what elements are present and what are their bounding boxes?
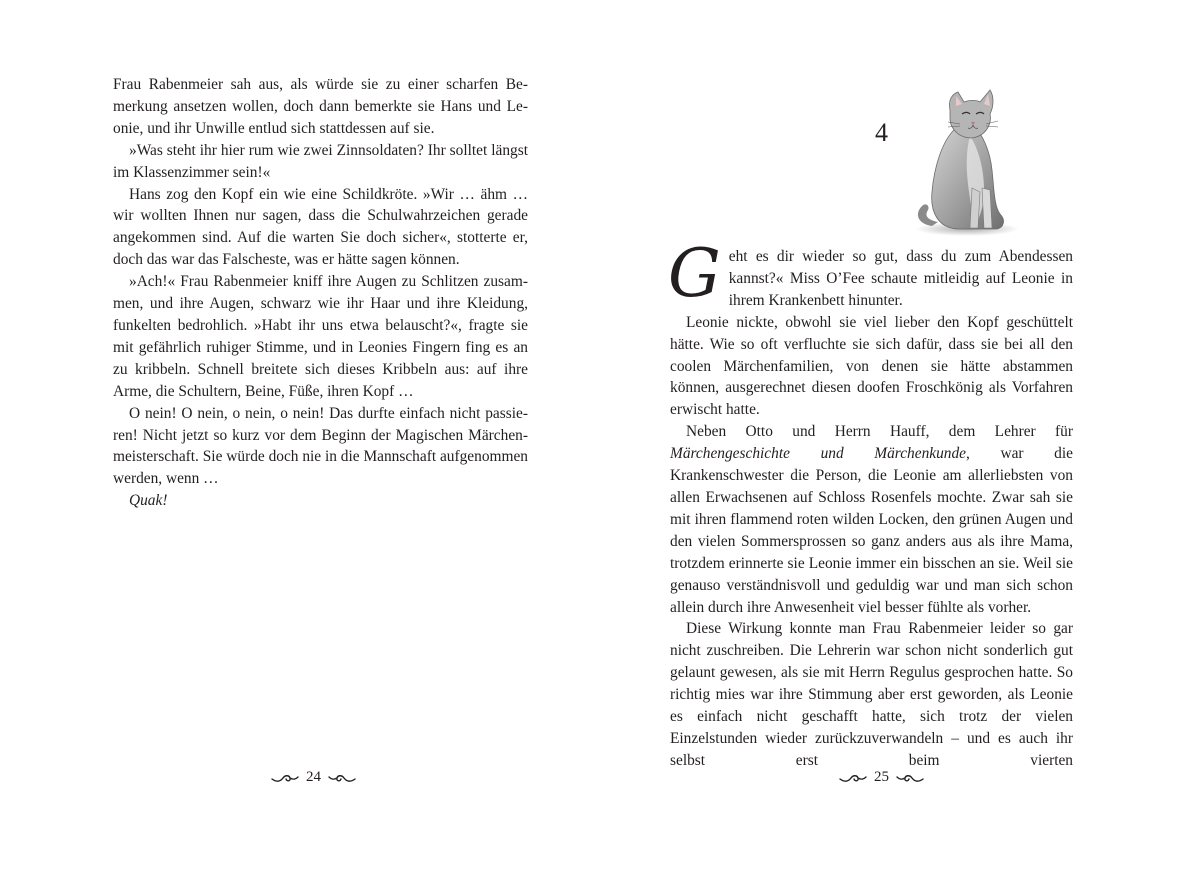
opening-paragraph-text: eht es dir wieder so gut, dass du zum Abendessen kannst?« Miss O’Fee schaute mitleidig auf Leonie in ihrem Krankenbett hinunter.: [728, 248, 1073, 309]
paragraph: O nein! O nein, o nein, o nein! Das durfte einfach nicht passieren! Nicht jetzt so kurz vor dem Beginn der Magischen Märchenmeisterschaft. Sie würde doch nie in die Mannschaft aufgenommen werden, wenn …: [113, 404, 528, 488]
paragraph-quak: [113, 490, 528, 512]
page-number-text: 25: [874, 769, 889, 785]
ornament-left-icon: [270, 770, 300, 784]
subject-name: Märchengeschichte und Märchenkunde: [670, 445, 967, 463]
paragraph-text: , war die Krankenschwester die Person, die Leonie am allerliebsten von allen Erwachsenen auf Schloss Rosenfels mochte. Zwar sah sie mit ihren flammend roten wilden Locken, den grünen Augen und den vielen Sommersprossen so ganz anders aus als ihre Mama, trotzdem erinnerte sie Leonie immer ein bisschen an sie. Weil sie genauso verständnisvoll und geduldig war und man sich schon allein durch ihre Anwesenheit viel besser fühlte als vorher.: [670, 445, 1073, 616]
page-number-text: 24: [306, 769, 321, 785]
paragraph: Frau Rabenmeier sah aus, als würde sie zu einer scharfen Bemerkung ansetzen wollen, doch dann bemerkte sie Hans und Leonie, und ihr Unwille entlud sich stattdessen auf sie.: [113, 76, 528, 137]
opening-paragraph: [668, 235, 1073, 312]
paragraph-text: Neben Otto und Herrn Hauff, dem Lehrer für: [686, 423, 1073, 441]
page-number-left: [270, 766, 357, 788]
left-page-text: [113, 74, 528, 512]
paragraph: »Was steht ihr hier rum wie zwei Zinnsoldaten? Ihr solltet längst im Klassenzimmer sein!«: [113, 141, 528, 181]
chapter-number: 4: [875, 118, 888, 147]
ornament-right-icon: [327, 770, 357, 784]
paragraph: Diese Wirkung konnte man Frau Rabenmeier leider so gar nicht zuschreiben. Die Lehrerin war schon nicht sonderlich gut gelaunt gewesen, als sie mit Herrn Regulus gesprochen hatte. So richtig mies war ihre Stimmung aber erst geworden, als Leonie es einfach nicht geschafft hatte, sich trotz der vielen Einzelstunden wieder zurückzuverwandeln – und es auch ihr selbst erst beim vierten: [670, 620, 1073, 769]
paragraph: Leonie nickte, obwohl sie viel lieber den Kopf geschüttelt hätte. Wie so oft verfluchte sie sich dafür, dass sie bei all den coolen Märchenfamilien, von denen sie hätte abstammen können, ausgerechnet diesen doofen Froschkönig als Vorfahren erwischt hatte.: [670, 313, 1073, 419]
drop-cap: G: [668, 235, 721, 312]
cat-illustration-icon: [912, 88, 1022, 238]
paragraph: »Ach!« Frau Rabenmeier kniff ihre Augen zu Schlitzen zusammen, und ihre Augen, schwarz wie ihr Haar und ihre Kleidung, funkelten bedrohlich. »Habt ihr uns etwa belauscht?«, fragte sie mit gefährlich ruhiger Stimme, und in Leonies Fingern fing es an zu kribbeln. Schnell breitete sich dieses Kribbeln aus: auf ihre Arme, die Schultern, Beine, Füße, ihren Kopf …: [113, 273, 528, 400]
paragraph: Hans zog den Kopf ein wie eine Schildkröte. »Wir … ähm … wir wollten Ihnen nur sagen, dass die Schulwahrzeichen gerade angekommen sind. Auf die warten Sie doch sicher«, stotterte er, doch das war das Falscheste, was er hätte sagen können.: [113, 185, 528, 269]
paragraph: [670, 421, 1073, 618]
right-page: [600, 0, 1200, 869]
ornament-right-icon: [895, 770, 925, 784]
ornament-left-icon: [838, 770, 868, 784]
right-page-text: [668, 235, 1073, 772]
page-number-right: [838, 766, 925, 788]
exclamation-quak: Quak!: [129, 492, 168, 510]
